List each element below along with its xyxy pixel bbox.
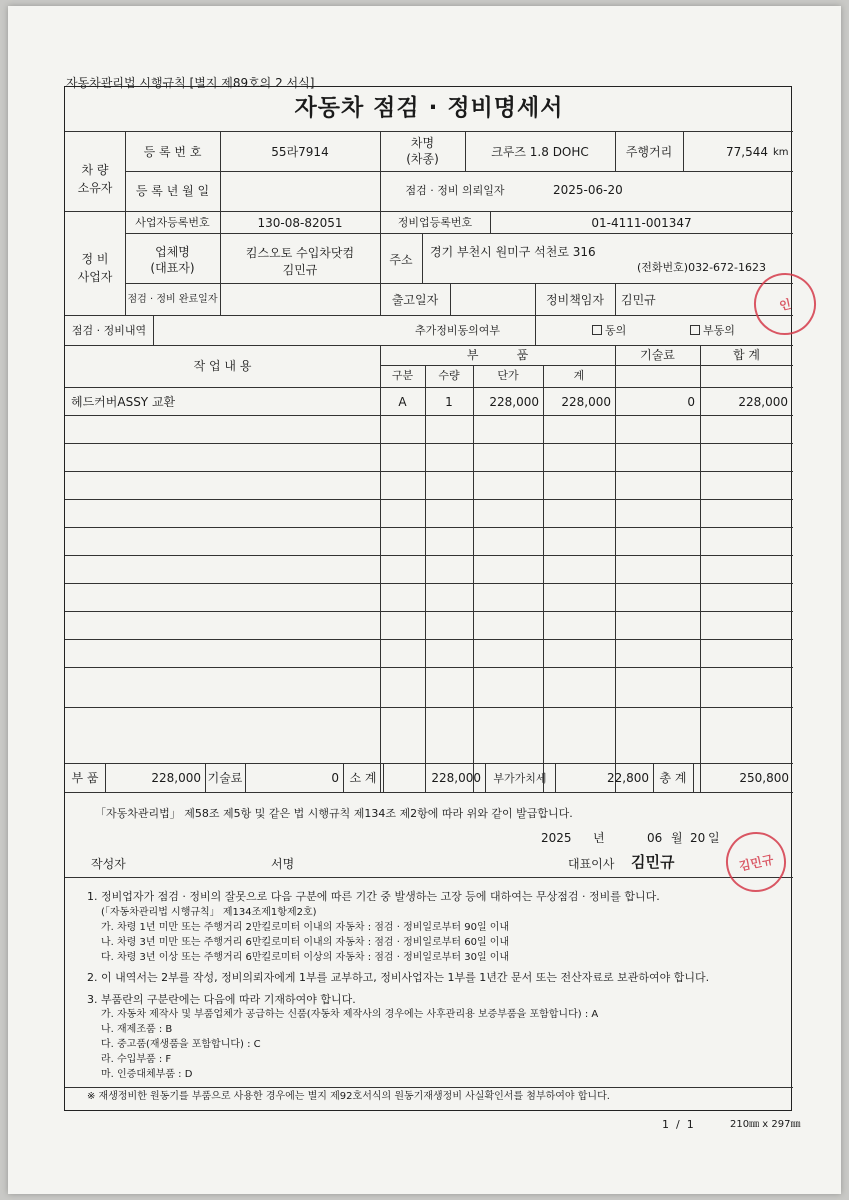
row-work: 헤드커버ASSY 교환 bbox=[71, 395, 176, 409]
note-2: 2. 이 내역서는 2부를 작성, 정비의뢰자에게 1부를 교부하고, 정비사업자는 1부를 1년간 문서 또는 전산자료로 보관하여야 합니다. bbox=[87, 971, 710, 984]
paper-size: 210㎜ x 297㎜ bbox=[730, 1119, 801, 1130]
rep-signature: 김민규 bbox=[631, 853, 675, 871]
totals-grand-value: 250,800 bbox=[739, 771, 789, 785]
page-number: 1 / 1 bbox=[662, 1118, 694, 1131]
manager-label: 정비책임자 bbox=[546, 293, 604, 307]
manager-value: 김민규 bbox=[621, 293, 656, 307]
vehicle-section-label: 차 량 소유자 bbox=[77, 163, 113, 195]
disagree-checkbox[interactable] bbox=[690, 325, 700, 335]
inspection-form bbox=[64, 86, 792, 1111]
model-label: 차명 (차종) bbox=[406, 136, 439, 167]
totals-vat-value: 22,800 bbox=[607, 771, 649, 785]
note-3e: 마. 인증대체부품 : D bbox=[101, 1069, 193, 1080]
shop-section-label: 정 비 사업자 bbox=[77, 252, 113, 284]
col-sum-header: 계 bbox=[573, 369, 585, 382]
totals-vat-label: 부가가치세 bbox=[493, 772, 547, 785]
agree-option[interactable]: 동의 bbox=[592, 324, 626, 337]
request-date-label: 점검 · 정비 의뢰일자 bbox=[405, 184, 505, 197]
rep-label: 대표이사 bbox=[568, 857, 615, 871]
note-1a: 가. 차령 1년 미만 또는 주행거리 2만킬로미터 이내의 자동차 : 점검 · 정비일로부터 90일 이내 bbox=[101, 922, 510, 933]
note-3a: 가. 자동차 제작사 및 부품업체가 공급하는 신품(자동차 제작사의 경우에는 사후관리용 보증부품을 포함합니다) : A bbox=[101, 1009, 599, 1020]
writer-label: 작성자 bbox=[91, 857, 126, 871]
phone-value: (전화번호)032-672-1623 bbox=[637, 261, 767, 274]
complete-date-label: 점검 · 정비 완료일자 bbox=[127, 294, 218, 305]
reg-no-label: 등 록 번 호 bbox=[143, 145, 202, 159]
disagree-option[interactable]: 부동의 bbox=[690, 324, 735, 337]
note-3: 3. 부품란의 구분란에는 다음에 따라 기재하여야 합니다. bbox=[87, 993, 356, 1006]
row-tech: 0 bbox=[687, 395, 695, 409]
note-1: 1. 정비업자가 점검 · 정비의 잘못으로 다음 구분에 따른 기간 중 발생하는 고장 등에 대하여는 무상점검 · 정비를 합니다. bbox=[87, 890, 660, 903]
rep-seal-stamp: 김민규 bbox=[720, 826, 791, 897]
note-3b: 나. 재제조품 : B bbox=[101, 1024, 173, 1035]
shop-seal-stamp: 인 bbox=[748, 267, 822, 341]
issue-day: 20 bbox=[690, 831, 706, 845]
totals-tech-label: 기술료 bbox=[207, 771, 243, 785]
mileage-unit: km bbox=[773, 147, 789, 158]
note-1c: 다. 차령 3년 이상 또는 주행거리 6만킬로미터 이상의 자동차 : 점검 · 정비일로부터 30일 이내 bbox=[101, 952, 510, 963]
note-3c: 다. 중고품(재생품을 포함합니다) : C bbox=[101, 1039, 261, 1050]
totals-subtotal-value: 228,000 bbox=[431, 771, 481, 785]
col-unit-header: 단가 bbox=[497, 369, 519, 382]
row-sum: 228,000 bbox=[561, 395, 611, 409]
row-qty: 1 bbox=[445, 395, 453, 409]
issue-statement: 「자동차관리법」 제58조 제5항 및 같은 법 시행규칙 제134조 제2항에 따라 위와 같이 발급합니다. bbox=[95, 807, 573, 820]
reg-date-label: 등 록 년 월 일 bbox=[135, 184, 210, 198]
totals-parts-value: 228,000 bbox=[151, 771, 201, 785]
mileage-label: 주행거리 bbox=[625, 145, 673, 159]
total-header: 합 계 bbox=[733, 348, 760, 362]
parts-header: 부 품 bbox=[466, 348, 529, 362]
biz-no-value: 130-08-82051 bbox=[257, 216, 343, 230]
address-value: 경기 부천시 원미구 석천로 316 bbox=[430, 245, 596, 259]
note-asterisk: ※ 재생정비한 원동기를 부품으로 사용한 경우에는 별지 제92호서식의 원동기재생정비 사실확인서를 첨부하여야 합니다. bbox=[87, 1091, 610, 1102]
release-date-label: 출고일자 bbox=[391, 293, 439, 307]
biz-no-label: 사업자등록번호 bbox=[135, 216, 210, 229]
note-3d: 라. 수입부품 : F bbox=[101, 1054, 172, 1065]
mileage-value: 77,544 bbox=[726, 145, 768, 159]
totals-subtotal-label: 소 계 bbox=[349, 771, 377, 785]
agree-checkbox[interactable] bbox=[592, 325, 602, 335]
note-1-ref: (「자동차관리법 시행규칙」 제134조제1항제2호) bbox=[101, 907, 317, 918]
tech-header: 기술료 bbox=[640, 348, 675, 362]
shop-rep-value: 김민규 bbox=[282, 263, 318, 277]
form-title: 자동차 점검 · 정비명세서 bbox=[294, 95, 564, 121]
shop-name-label: 업체명 (대표자) bbox=[150, 245, 195, 276]
shop-reg-value: 01-4111-001347 bbox=[591, 216, 692, 230]
law-reference: 자동차관리법 시행규칙 [별지 제89호의 2 서식] bbox=[66, 76, 315, 90]
row-type: A bbox=[398, 395, 407, 409]
reg-no-value: 55라7914 bbox=[271, 145, 329, 159]
shop-reg-label: 정비업등록번호 bbox=[397, 216, 473, 229]
totals-tech-value: 0 bbox=[331, 771, 339, 785]
work-header: 작 업 내 용 bbox=[193, 359, 252, 373]
note-1b: 나. 차령 3년 미만 또는 주행거리 6만킬로미터 이내의 자동차 : 점검 · 정비일로부터 60일 이내 bbox=[101, 937, 510, 948]
details-label: 점검 · 정비내역 bbox=[71, 324, 147, 337]
issue-day-label: 일 bbox=[708, 831, 720, 845]
row-total: 228,000 bbox=[738, 395, 788, 409]
extra-consent-label: 추가정비동의여부 bbox=[414, 324, 500, 337]
col-qty-header: 수량 bbox=[438, 369, 460, 382]
model-value: 크루즈 1.8 DOHC bbox=[491, 145, 589, 159]
issue-year-label: 년 bbox=[593, 831, 605, 845]
totals-grand-label: 총 계 bbox=[659, 771, 687, 785]
issue-month: 06 bbox=[647, 831, 663, 845]
totals-parts-label: 부 품 bbox=[71, 771, 99, 785]
issue-month-label: 월 bbox=[671, 831, 683, 845]
row-unit: 228,000 bbox=[489, 395, 539, 409]
shop-name-value: 킴스오토 수입차닷컴 bbox=[245, 246, 355, 260]
address-label: 주소 bbox=[389, 253, 413, 267]
issue-year: 2025 bbox=[541, 831, 572, 845]
sign-label: 서명 bbox=[271, 857, 295, 871]
col-type-header: 구분 bbox=[391, 369, 414, 382]
request-date-value: 2025-06-20 bbox=[553, 183, 623, 197]
